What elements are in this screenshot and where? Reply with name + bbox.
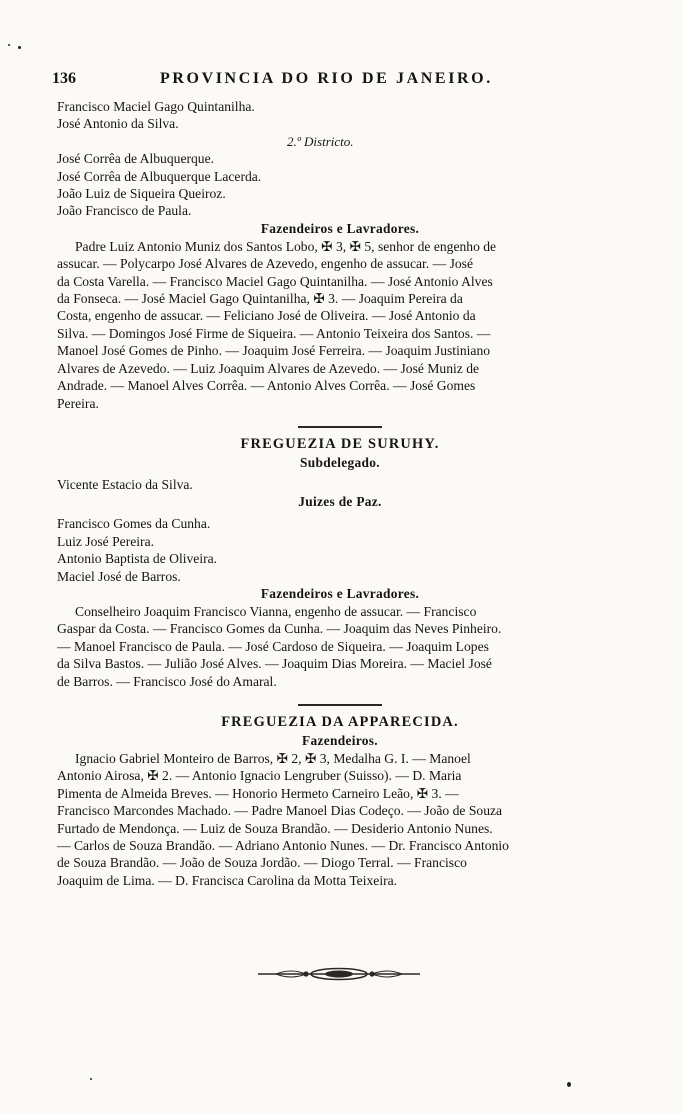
subdelegado-name: Vicente Estacio da Silva. xyxy=(57,476,193,492)
juiz-name: Luiz José Pereira. xyxy=(57,533,155,549)
paragraph-line: — Carlos de Souza Brandão. — Adriano Antonio Nunes. — Dr. Francisco Antonio xyxy=(57,838,509,853)
paragraph-line: — Manoel Francisco de Paula. — José Cardoso de Siqueira. — Joaquim Lopes xyxy=(57,638,489,654)
paragraph-line: Francisco Marcondes Machado. — Padre Manoel Dias Codeço. — João de Souza xyxy=(57,803,503,819)
intro-line: Francisco Maciel Gago Quintanilha. xyxy=(57,99,255,114)
farmers-heading: Fazendeiros. xyxy=(302,732,378,748)
section-divider xyxy=(298,426,382,428)
subdelegado-heading: Subdelegado. xyxy=(300,454,380,470)
juiz-name: Antonio Baptista de Oliveira. xyxy=(57,551,218,567)
district-name: José Corrêa de Albuquerque Lacerda. xyxy=(57,168,262,184)
running-title: PROVINCIA DO RIO DE JANEIRO. xyxy=(160,70,493,87)
farmers-heading: Fazendeiros e Lavradores. xyxy=(260,220,420,236)
paragraph-line: Padre Luiz Antonio Muniz dos Santos Lobo, ✠ 3, ✠ 5, senhor de engenho de xyxy=(75,238,497,254)
section-title-apparecida: FREGUEZIA DA APPARECIDA. xyxy=(221,713,459,730)
intro-line: José Antonio da Silva. xyxy=(57,116,179,132)
paragraph-line: assucar. — Polycarpo José Alvares de Azevedo, engenho de assucar. — José xyxy=(57,256,474,272)
farmers-heading: Fazendeiros e Lavradores. xyxy=(260,585,420,601)
ink-speck xyxy=(567,1082,571,1087)
section-title-suruhy: FREGUEZIA DE SURUHY. xyxy=(240,435,440,452)
paragraph-line: Conselheiro Joaquim Francisco Vianna, engenho de assucar. — Francisco xyxy=(75,603,477,619)
paragraph-line: Antonio Airosa, ✠ 2. — Antonio Ignacio Lengruber (Suisso). — D. Maria xyxy=(57,768,462,784)
farmers-paragraph xyxy=(57,750,623,889)
farmers-paragraph xyxy=(57,603,623,690)
ink-speck xyxy=(90,1078,92,1080)
paragraph-line: da Silva Bastos. — Julião José Alves. — Joaquim Dias Moreira. — Maciel José xyxy=(57,656,492,672)
paragraph-line: Joaquim de Lima. — D. Francisca Carolina da Motta Teixeira. xyxy=(57,872,398,888)
ink-speck xyxy=(18,46,21,49)
juizes-heading: Juizes de Paz. xyxy=(298,494,382,510)
section-divider xyxy=(298,704,382,706)
tailpiece-ornament-icon xyxy=(256,966,422,982)
paragraph-line: Pimenta de Almeida Breves. — Honorio Hermeto Carneiro Leão, ✠ 3. — xyxy=(57,785,459,801)
page-body xyxy=(57,98,623,889)
paragraph-line: Gaspar da Costa. — Francisco Gomes da Cunha. — Joaquim das Neves Pinheiro. xyxy=(57,621,502,637)
paragraph-line: de Barros. — Francisco José do Amaral. xyxy=(57,673,277,689)
paragraph-line: Furtado de Mendonça. — Luiz de Souza Brandão. — Desiderio Antonio Nunes. xyxy=(57,820,493,836)
paragraph-line: da Fonseca. — José Maciel Gago Quintanilha, ✠ 3. — Joaquim Pereira da xyxy=(57,291,463,307)
district-heading: 2.º Districto. xyxy=(287,133,354,149)
paragraph-line: de Souza Brandão. — João de Souza Jordão. — Diogo Terral. — Francisco xyxy=(57,855,467,871)
paragraph-line: Ignacio Gabriel Monteiro de Barros, ✠ 2, ✠ 3, Medalha G. I. — Manoel xyxy=(75,750,471,766)
juiz-name: Maciel José de Barros. xyxy=(57,568,181,584)
paragraph-line: Manoel José Gomes de Pinho. — Joaquim José Ferreira. — Joaquim Justiniano xyxy=(57,343,491,359)
district-name: José Corrêa de Albuquerque. xyxy=(57,151,215,167)
paragraph-line: Pereira. xyxy=(57,395,99,411)
page-number: 136 xyxy=(52,70,76,87)
district-name: João Francisco de Paula. xyxy=(57,203,192,219)
ink-speck xyxy=(8,44,10,46)
juiz-name: Francisco Gomes da Cunha. xyxy=(57,516,211,532)
paragraph-line: Andrade. — Manoel Alves Corrêa. — Antonio Alves Corrêa. — José Gomes xyxy=(57,378,476,394)
paragraph-line: Costa, engenho de assucar. — Feliciano José de Oliveira. — José Antonio da xyxy=(57,308,476,324)
district-name: João Luiz de Siqueira Queiroz. xyxy=(57,186,226,202)
farmers-paragraph xyxy=(57,238,623,412)
paragraph-line: Silva. — Domingos José Firme de Siqueira. — Antonio Teixeira dos Santos. — xyxy=(57,325,491,341)
paragraph-line: Alvares de Azevedo. — Luiz Joaquim Alvares de Azevedo. — José Muniz de xyxy=(57,360,480,376)
page-header xyxy=(52,70,632,92)
paragraph-line: da Costa Varella. — Francisco Maciel Gago Quintanilha. — José Antonio Alves xyxy=(57,273,493,289)
